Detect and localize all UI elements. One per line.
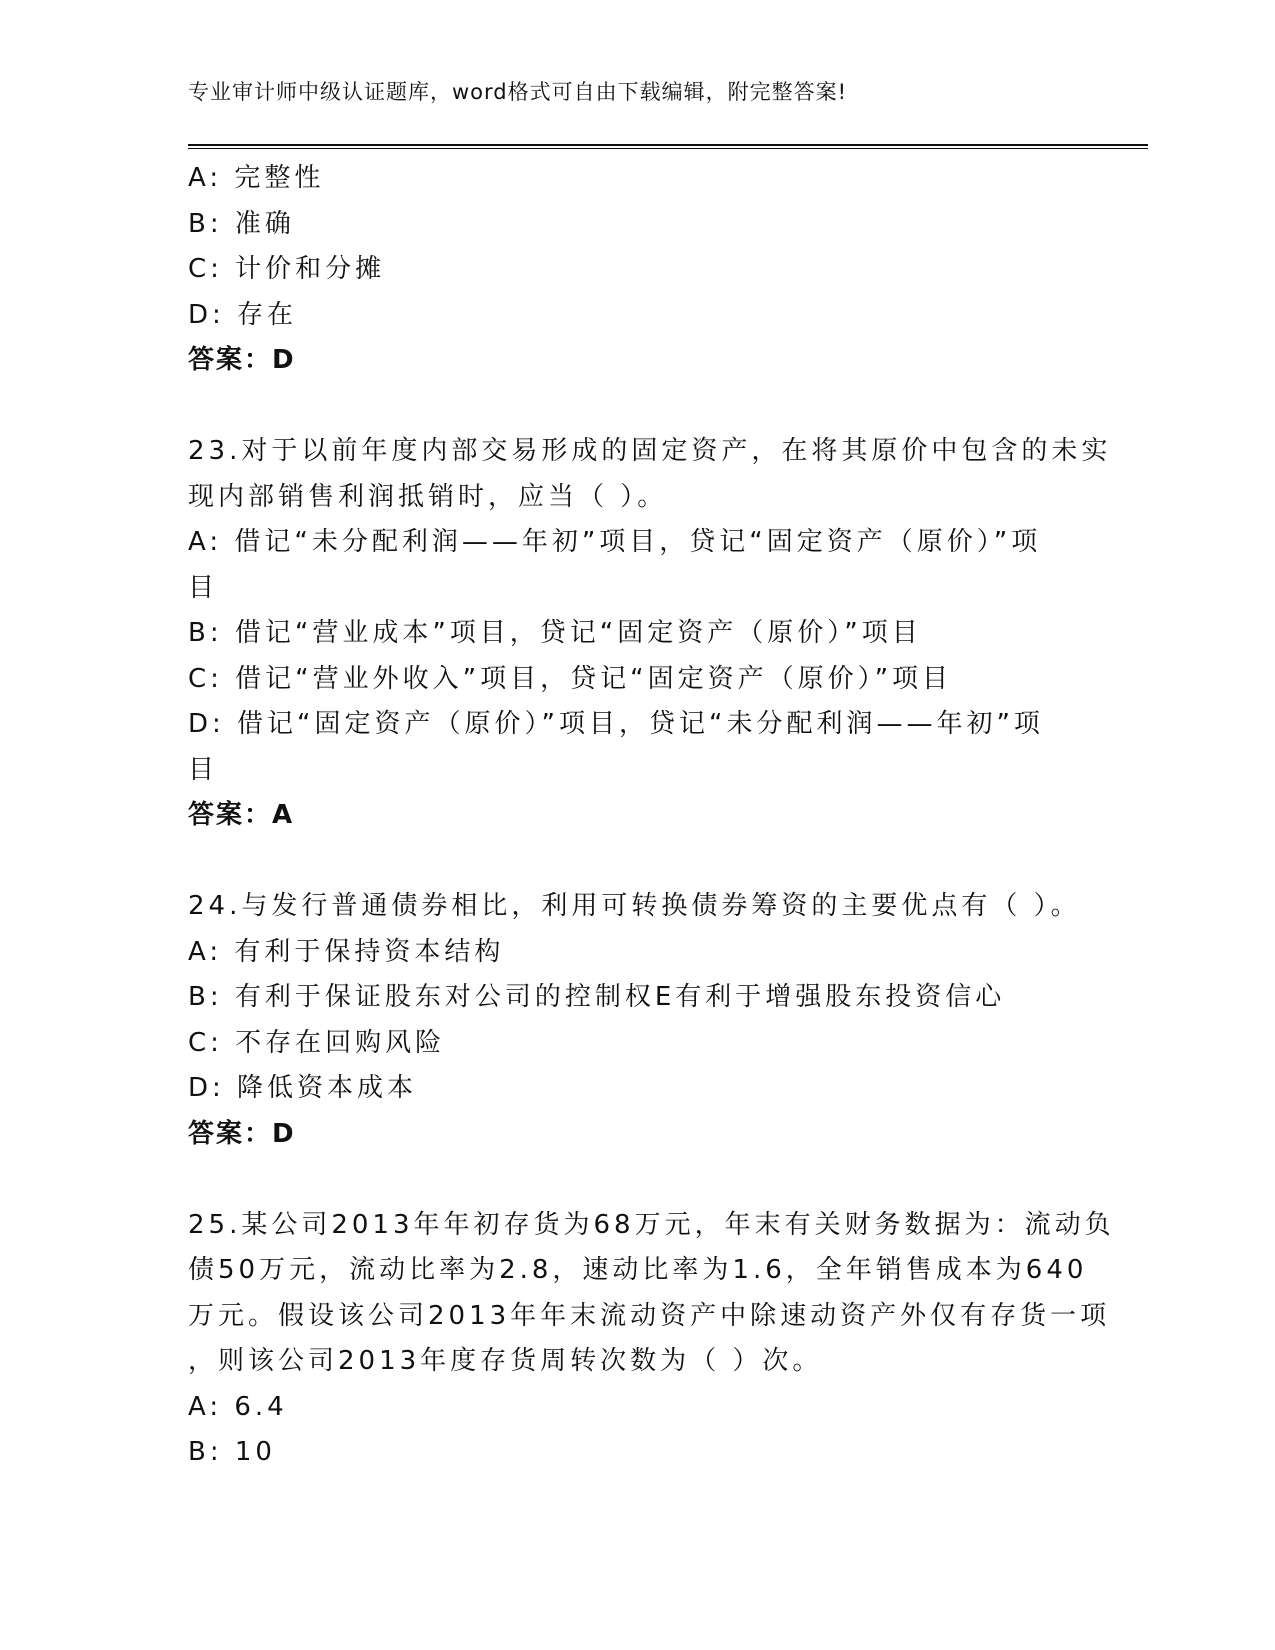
spacer bbox=[188, 1157, 1108, 1203]
option-b: B: 准确 bbox=[188, 208, 295, 239]
header-divider bbox=[188, 144, 1148, 149]
option-d: D: 借记“固定资产（原价）”项目，贷记“未分配利润——年初”项 bbox=[188, 709, 1044, 739]
answer-24: 答案：D bbox=[188, 1118, 296, 1149]
question-23 bbox=[188, 429, 1112, 839]
option-c: C: 不存在回购风险 bbox=[188, 1027, 446, 1058]
question-stem-line: 25.某公司2013年年初存货为68万元，年末有关财务数据为：流动负 bbox=[188, 1209, 1115, 1240]
question-25 bbox=[188, 1203, 1115, 1476]
option-d: D: 降低资本成本 bbox=[188, 1073, 418, 1103]
option-a: A: 6.4 bbox=[188, 1391, 288, 1422]
question-content bbox=[188, 156, 1115, 1476]
answer-23: 答案：A bbox=[188, 800, 295, 830]
option-a: A: 完整性 bbox=[188, 163, 325, 193]
option-a: A: 有利于保持资本结构 bbox=[188, 936, 505, 967]
option-b: B: 10 bbox=[188, 1437, 276, 1467]
question-24 bbox=[188, 884, 1108, 1157]
question-stem-line: 债50万元，流动比率为2.8，速动比率为1.6，全年销售成本为640 bbox=[188, 1255, 1088, 1285]
question-stem-line: ，则该公司2013年度存货周转次数为（ ）次。 bbox=[188, 1346, 823, 1376]
option-a: A: 借记“未分配利润——年初”项目，贷记“固定资产（原价）”项 bbox=[188, 527, 1042, 557]
question-22-options bbox=[188, 156, 1108, 384]
option-b: B: 借记“营业成本”项目，贷记“固定资产（原价）”项目 bbox=[188, 618, 922, 648]
option-c: C: 借记“营业外收入”项目，贷记“固定资产（原价）”项目 bbox=[188, 663, 953, 694]
option-a-continued: 目 bbox=[188, 572, 219, 603]
option-b: B: 有利于保证股东对公司的控制权E有利于增强股东投资信心 bbox=[188, 982, 1006, 1012]
question-stem-line: 现内部销售利润抵销时，应当（ ）。 bbox=[188, 481, 668, 512]
question-stem-line: 万元。假设该公司2013年年末流动资产中除速动资产外仅有存货一项 bbox=[188, 1300, 1111, 1331]
option-d-continued: 目 bbox=[188, 754, 219, 785]
page-header: 专业审计师中级认证题库，word格式可自由下载编辑，附完整答案! bbox=[188, 80, 848, 104]
option-d: D: 存在 bbox=[188, 299, 298, 330]
question-stem-line: 24.与发行普通债券相比，利用可转换债券筹资的主要优点有（ ）。 bbox=[188, 891, 1081, 921]
question-stem-line: 23.对于以前年度内部交易形成的固定资产，在将其原价中包含的未实 bbox=[188, 436, 1112, 466]
spacer bbox=[188, 384, 1108, 430]
answer-22: 答案：D bbox=[188, 345, 296, 375]
spacer bbox=[188, 839, 1108, 885]
option-c: C: 计价和分摊 bbox=[188, 254, 386, 284]
